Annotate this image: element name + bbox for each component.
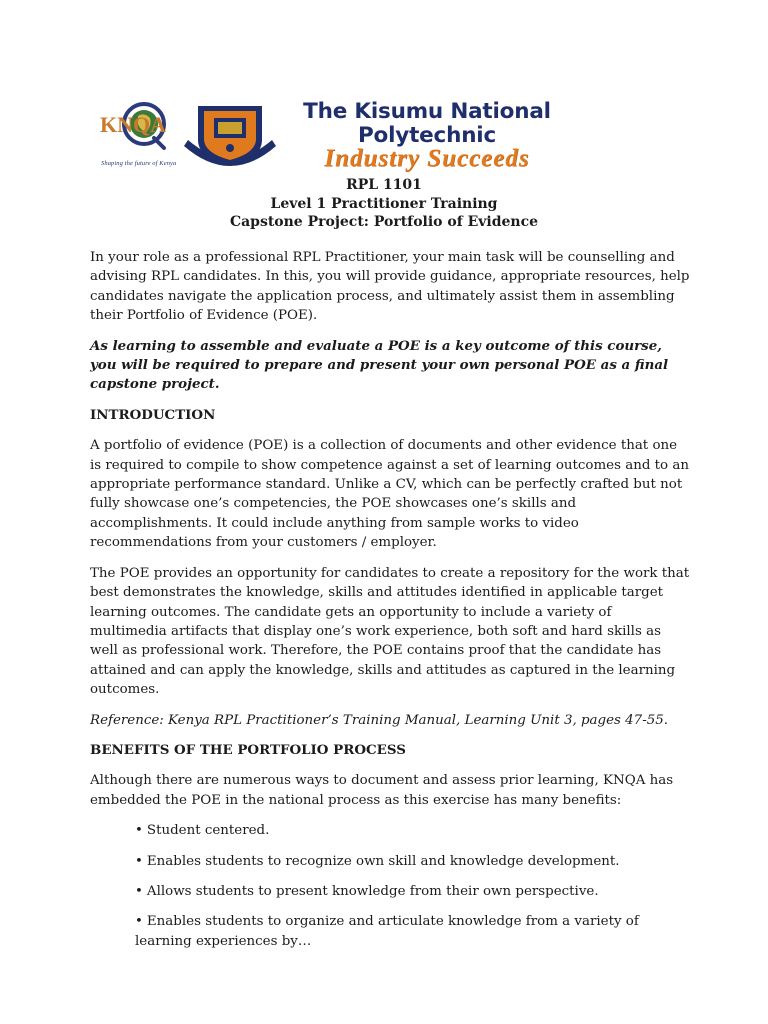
institution-name-line2: Polytechnic xyxy=(357,123,497,148)
introduction-paragraph-1: A portfolio of evidence (POE) is a collection of documents and other evidence that one is required to compile to show competence against a set of learning outcomes and to an appropriate performance standard. Unlike a CV, which can be perfectly crafted but not fully showcase one’s competencies, the POE showcases one’s skills and accomplishments. It could include anything from sample works to video recommendations from your customers / employer. xyxy=(90,438,689,551)
crest-motto: INDUSTRY SUCCEEDS xyxy=(200,167,260,173)
reference-note: Reference: Kenya RPL Practitioner’s Training Manual, Learning Unit 3, pages 47-55. xyxy=(90,712,669,728)
institution-name-line1: The Kisumu National xyxy=(303,99,551,124)
benefit-text: Allows students to present knowledge from their own perspective. xyxy=(146,883,599,899)
knqa-letters-kn: KNQA xyxy=(100,112,166,137)
course-code: RPL 1101 xyxy=(346,177,422,193)
bullet-icon: • xyxy=(135,883,143,899)
project-title: Capstone Project: Portfolio of Evidence xyxy=(229,214,539,230)
benefit-text: Enables students to organize and articulate knowledge from a variety of learning experiences by… xyxy=(135,914,639,949)
document-body xyxy=(90,248,690,962)
benefits-heading: BENEFITS OF THE PORTFOLIO PROCESS xyxy=(90,741,406,758)
benefits-list xyxy=(90,821,690,951)
list-item xyxy=(135,882,690,901)
intro-paragraph: In your role as a professional RPL Practitioner, your main task will be counselling and advising RPL candidates. In this, you will provide guidance, appropriate resources, help candidates navigate the application process, and ultimately assist them in assembling their Portfolio of Evidence (POE). xyxy=(90,250,690,324)
knqa-tagline: Shaping the future of Kenya xyxy=(101,160,177,167)
benefit-text: Enables students to recognize own skill and knowledge development. xyxy=(146,853,620,869)
list-item xyxy=(135,852,690,871)
course-title: Level 1 Practitioner Training xyxy=(270,195,498,212)
document-titles xyxy=(0,176,768,232)
benefit-text: Student centered. xyxy=(146,823,270,839)
introduction-paragraph-2: The POE provides an opportunity for candidates to create a repository for the work that best demonstrates the knowledge, skills and attitudes identified in applicable target learning outcomes. The candidate gets an opportunity to include a variety of multimedia artifacts that display one’s work experience, both soft and hard skills as well as professional work. Therefore, the POE contains proof that the candidate has attained and can apply the knowledge, skills and attitudes as captured in the learning outcomes. xyxy=(90,565,690,698)
bullet-icon: • xyxy=(135,823,143,839)
bullet-icon: • xyxy=(135,914,143,930)
bullet-icon: • xyxy=(135,853,143,869)
benefits-intro-paragraph: Although there are numerous ways to document and assess prior learning, KNQA has embedded the POE in the national process as this exercise has many benefits: xyxy=(90,773,674,808)
introduction-heading: INTRODUCTION xyxy=(90,406,216,423)
capstone-emphasis-paragraph: As learning to assemble and evaluate a POE is a key outcome of this course, you will be required to prepare and present your own personal POE as a final capstone project. xyxy=(90,337,669,393)
polytechnic-crest xyxy=(180,100,280,176)
institution-slogan: Industry Succeeds xyxy=(324,145,530,172)
document-header xyxy=(0,0,768,180)
list-item xyxy=(135,912,690,951)
list-item xyxy=(135,821,690,840)
institution-name xyxy=(282,100,572,148)
